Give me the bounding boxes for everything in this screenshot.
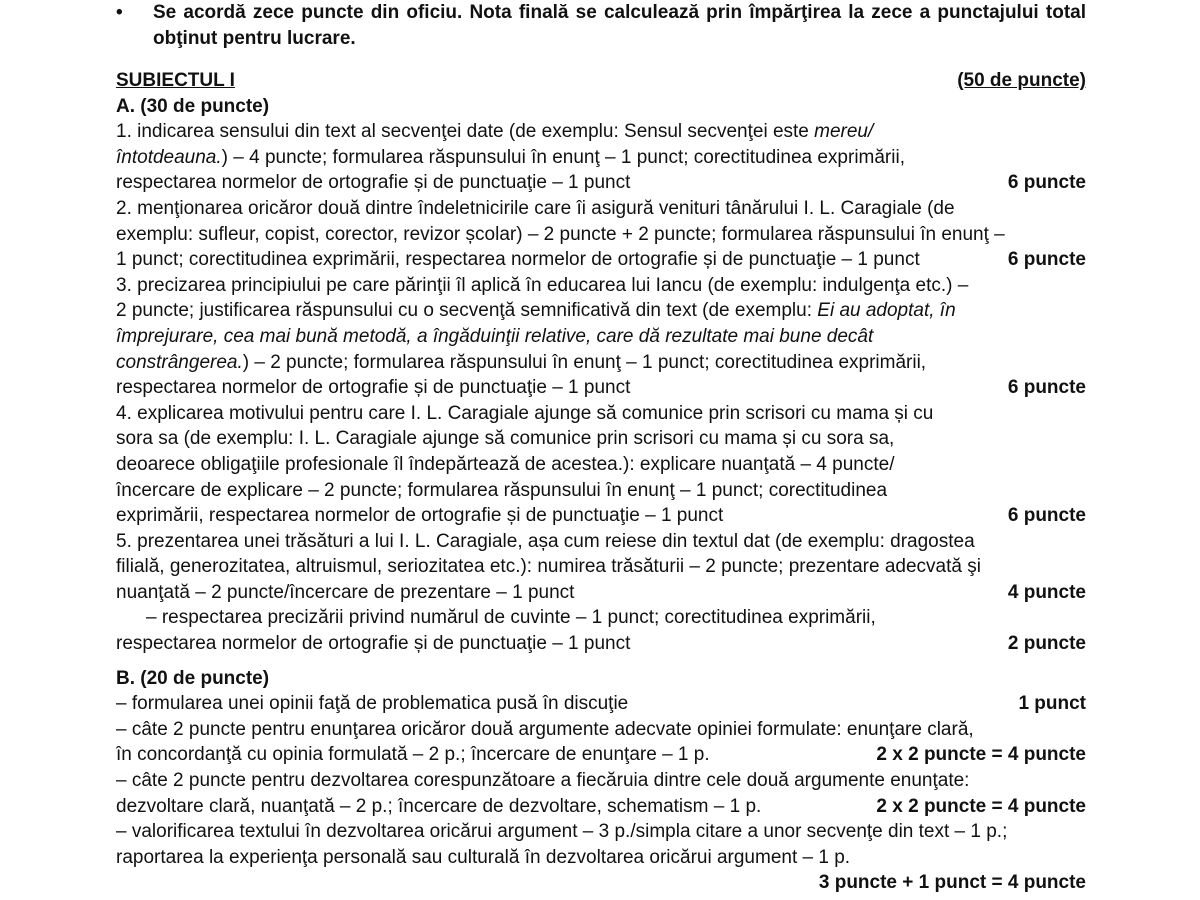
sectiona-line	[116, 426, 1086, 452]
points-label: 6 puncte	[1007, 377, 1086, 399]
sectiona-line	[116, 119, 1086, 145]
points-label: 2 x 2 puncte = 4 puncte	[876, 795, 1086, 817]
sectiona-line	[116, 324, 1086, 350]
subject-heading	[116, 68, 1086, 94]
intro-text: Se acordă zece puncte din oficiu. Nota finală se calculează prin împărţirea la zece a punctajului total obţinut pentru lucrare.	[153, 2, 1086, 49]
quoted-text: împrejurare, cea mai bună metodă, a îngăduinţii relative, care dă rezultate mai bune decât	[116, 325, 874, 347]
sectiona-line	[116, 605, 1086, 631]
line-text: 1. indicarea sensului din text al secvenţei date (de exemplu: Sensul secvenţei este mereu/	[116, 121, 874, 143]
sectiona-line	[116, 375, 1086, 401]
sectiona-line	[116, 529, 1086, 555]
line-text: 4. explicarea motivului pentru care I. L. Caragiale ajunge să comunice prin scrisori cu mama și cu	[116, 402, 934, 424]
sectiona-line	[116, 350, 1086, 376]
line-text: 3. precizarea principiului pe care părinţii îl aplică în educarea lui Iancu (de exemplu: indulgenţa etc.) –	[116, 274, 969, 296]
points-label: 6 puncte	[1007, 249, 1086, 271]
sectionb-line	[116, 819, 1086, 845]
sectiona-line	[116, 298, 1086, 324]
sectiona-line	[116, 170, 1086, 196]
quoted-text: întotdeauna.	[116, 146, 222, 168]
line-text: dezvoltare clară, nuanţată – 2 p.; încercare de dezvoltare, schematism – 1 p.	[116, 795, 762, 817]
sectionb-line	[116, 768, 1086, 794]
line-text: 5. prezentarea unei trăsături a lui I. L. Caragiale, așa cum reiese din textul dat (de exemplu: dragostea	[116, 530, 975, 552]
sectiona-line	[116, 503, 1086, 529]
line-text: – formularea unei opinii faţă de problematica pusă în discuţie	[116, 693, 629, 715]
line-text: respectarea normelor de ortografie și de punctuaţie – 1 punct	[116, 377, 631, 399]
line-text: 2. menţionarea oricăror două dintre îndeletnicirile care îi asigură venituri tânărului I. L. Caragiale (de	[116, 197, 955, 219]
section-a-title: A. (30 de puncte)	[116, 95, 270, 117]
section-b-lines	[116, 691, 1086, 896]
line-text: 2 puncte; justificarea răspunsului cu o secvenţă semnificativă din text (de exemplu: Ei au adoptat, în	[116, 300, 956, 322]
sectionb-line	[116, 845, 1086, 871]
sectiona-line	[116, 631, 1086, 657]
section-a-lines	[116, 119, 1086, 656]
line-text: – câte 2 puncte pentru dezvoltarea corespunzătoare a fiecăruia dintre cele două argumente enunţate:	[116, 770, 970, 792]
line-text: – respectarea precizării privind numărul de cuvinte – 1 punct; corectitudinea exprimării,	[146, 607, 876, 629]
sectionb-line	[116, 794, 1086, 820]
subject-title: SUBIECTUL I	[116, 70, 235, 91]
line-text: filială, generozitatea, altruismul, seriozitatea etc.): numirea trăsăturii – 2 puncte; prezentare adecvată şi	[116, 556, 981, 578]
points-label: 2 puncte	[1007, 633, 1086, 655]
sectiona-line	[116, 554, 1086, 580]
sectiona-line	[116, 452, 1086, 478]
line-text: respectarea normelor de ortografie și de punctuaţie – 1 punct	[116, 172, 631, 194]
line-text: exemplu: sufleur, copist, corector, revizor școlar) – 2 puncte + 2 puncte; formularea răspunsului în enunţ –	[116, 223, 1005, 245]
points-label: 3 puncte + 1 punct = 4 puncte	[818, 872, 1086, 894]
line-text: încercare de explicare – 2 puncte; formularea răspunsului în enunţ – 1 punct; corectitudinea	[116, 479, 888, 501]
sectiona-line	[116, 401, 1086, 427]
line-text: deoarece obligaţiile profesionale îl îndepărtează de acestea.): explicare nuanţată – 4 puncte/	[116, 453, 895, 475]
quoted-text: constrângerea.	[116, 351, 243, 373]
intro-note	[116, 0, 1086, 52]
line-text: respectarea normelor de ortografie și de punctuaţie – 1 punct	[116, 633, 631, 655]
line-text: – valorificarea textului în dezvoltarea oricărui argument – 3 p./simpla citare a unor secvenţe din text – 1 p.;	[116, 821, 1008, 843]
sectiona-line	[116, 196, 1086, 222]
subject-points: (50 de puncte)	[957, 70, 1086, 91]
quoted-text: Ei au adoptat, în	[817, 300, 956, 322]
line-text: în concordanţă cu opinia formulată – 2 p.; încercare de enunţare – 1 p.	[116, 744, 710, 766]
sectionb-line	[116, 742, 1086, 768]
points-label: 6 puncte	[1007, 505, 1086, 527]
line-text: întotdeauna.) – 4 puncte; formularea răspunsului în enunţ – 1 punct; corectitudinea exprimării,	[116, 146, 905, 168]
sectiona-line	[116, 273, 1086, 299]
sectionb-line	[116, 691, 1086, 717]
quoted-text: mereu/	[814, 121, 874, 143]
line-text: – câte 2 puncte pentru enunţarea oricăror două argumente adecvate opiniei formulate: enunţare clară,	[116, 718, 974, 740]
sectionb-line	[116, 717, 1086, 743]
sectiona-line	[116, 580, 1086, 606]
line-text: constrângerea.) – 2 puncte; formularea răspunsului în enunţ – 1 punct; corectitudinea exprimării,	[116, 351, 927, 373]
sectiona-line	[116, 478, 1086, 504]
scoring-content	[116, 68, 1086, 896]
points-label: 2 x 2 puncte = 4 puncte	[876, 744, 1086, 766]
sectionb-line	[116, 870, 1086, 896]
points-label: 4 puncte	[1007, 581, 1086, 603]
section-b-title: B. (20 de puncte)	[116, 667, 270, 689]
line-text: 1 punct; corectitudinea exprimării, respectarea normelor de ortografie și de punctuaţie – 1 punct	[116, 249, 920, 271]
points-label: 6 puncte	[1007, 172, 1086, 194]
sectiona-line	[116, 222, 1086, 248]
points-label: 1 punct	[1018, 693, 1086, 715]
line-text: nuanţată – 2 puncte/încercare de prezentare – 1 punct	[116, 581, 575, 603]
sectiona-line	[116, 145, 1086, 171]
line-text	[116, 324, 1086, 350]
bullet-icon: •	[116, 2, 123, 23]
line-text: exprimării, respectarea normelor de ortografie și de punctuaţie – 1 punct	[116, 505, 724, 527]
line-text: sora sa (de exemplu: I. L. Caragiale ajunge să comunice prin scrisori cu mama și cu sora sa,	[116, 428, 895, 450]
line-text: raportarea la experienţa personală sau culturală în dezvoltarea oricărui argument – 1 p.	[116, 846, 851, 868]
sectiona-line	[116, 247, 1086, 273]
